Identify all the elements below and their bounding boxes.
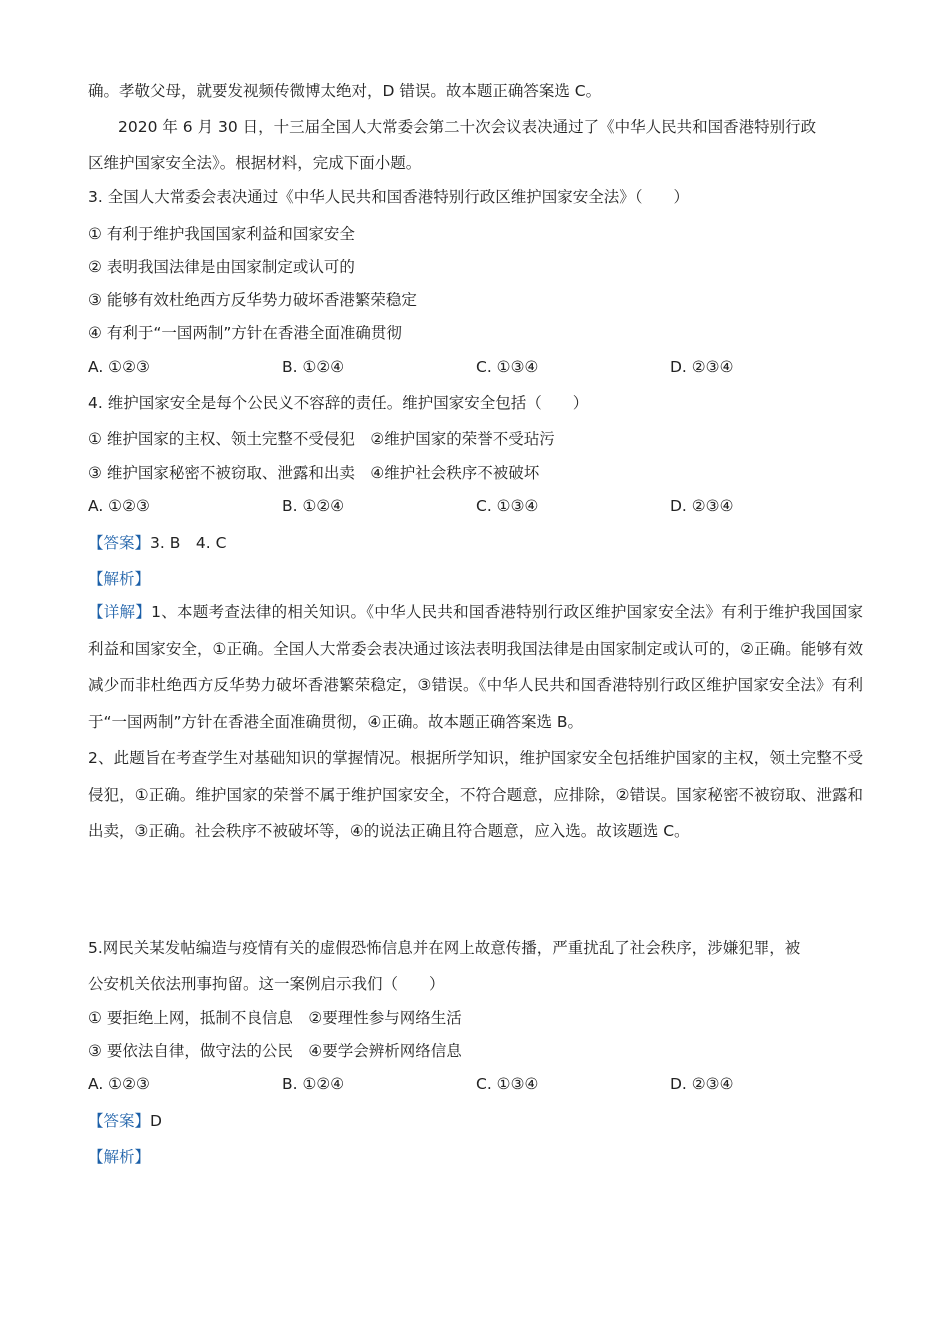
question-3-item: ① 有利于维护我国国家利益和国家安全 [88, 225, 355, 243]
question-5-option-b: B. ①②④ [282, 1075, 345, 1093]
detail-3-4-paragraph-2 [88, 740, 863, 850]
analysis-3-4 [88, 568, 150, 590]
analysis-tag: 【解析】 [88, 1148, 151, 1166]
question-5-option-c: C. ①③④ [476, 1075, 539, 1093]
question-4-option-c: C. ①③④ [476, 497, 539, 515]
question-4-stem: 4. 维护国家安全是每个公民义不容辞的责任。维护国家安全包括（ ） [88, 394, 589, 412]
detail-3-4-paragraph-1 [88, 594, 863, 740]
answer-3-4 [88, 532, 226, 554]
question-4-item: ① 维护国家的主权、领土完整不受侵犯 ②维护国家的荣誉不受玷污 [88, 430, 555, 448]
material-text-line-1: 2020 年 6 月 30 日，十三届全国人大常委会第二十次会议表决通过了《中华人民共和国香港特别行政 [118, 118, 817, 136]
question-4-option-d: D. ②③④ [670, 497, 734, 515]
question-3-option-a: A. ①②③ [88, 358, 150, 376]
answer-tag: 【答案】 [88, 534, 151, 552]
question-3-item: ② 表明我国法律是由国家制定或认可的 [88, 258, 355, 276]
question-4-option-a: A. ①②③ [88, 497, 150, 515]
question-5-item: ① 要拒绝上网，抵制不良信息 ②要理性参与网络生活 [88, 1009, 462, 1027]
question-5-option-d: D. ②③④ [670, 1075, 734, 1093]
material-text-line-2: 区维护国家安全法》。根据材料，完成下面小题。 [88, 154, 422, 172]
question-5-item: ③ 要依法自律，做守法的公民 ④要学会辨析网络信息 [88, 1042, 462, 1060]
question-5-stem-line-2: 公安机关依法刑事拘留。这一案例启示我们（ ） [88, 975, 445, 993]
analysis-5 [88, 1146, 150, 1168]
detail-text: 1、本题考查法律的相关知识。《中华人民共和国香港特别行政区维护国家安全法》有利于维护我国国家利益和国家安全，①正确。全国人大常委会表决通过该法表明我国法律是由国家制定或认可的，②正确。能够有效减少而非杜绝西方反华势力破坏香港繁荣稳定，③错误。《中华人民共和国香港特别行政区维护国家安全法》有利于“一国两制”方针在香港全面准确贯彻，④正确。故本题正确答案选 B。 [88, 603, 863, 731]
question-3-option-b: B. ①②④ [282, 358, 345, 376]
question-3-item: ③ 能够有效杜绝西方反华势力破坏香港繁荣稳定 [88, 291, 417, 309]
detail-tag: 【详解】 [88, 603, 152, 621]
question-4-option-b: B. ①②④ [282, 497, 345, 515]
detail-text: 2、此题旨在考查学生对基础知识的掌握情况。根据所学知识，维护国家安全包括维护国家的主权，领土完整不受侵犯，①正确。维护国家的荣誉不属于维护国家安全，不符合题意，应排除，②错误。国家秘密不被窃取、泄露和出卖，③正确。社会秩序不被破坏等，④的说法正确且符合题意，应入选。故该题选 C。 [88, 749, 863, 840]
analysis-tag: 【解析】 [88, 570, 151, 588]
question-3-option-c: C. ①③④ [476, 358, 539, 376]
question-3-option-d: D. ②③④ [670, 358, 734, 376]
question-5-option-a: A. ①②③ [88, 1075, 150, 1093]
question-3-item: ④ 有利于“一国两制”方针在香港全面准确贯彻 [88, 324, 402, 342]
previous-answer-tail: 确。孝敬父母，就要发视频传微博太绝对，D 错误。故本题正确答案选 C。 [88, 82, 602, 100]
answer-value: D [150, 1112, 162, 1130]
question-4-item: ③ 维护国家秘密不被窃取、泄露和出卖 ④维护社会秩序不被破坏 [88, 464, 540, 482]
answer-5 [88, 1110, 162, 1132]
question-3-stem: 3. 全国人大常委会表决通过《中华人民共和国香港特别行政区维护国家安全法》（ ） [88, 188, 689, 206]
answer-tag: 【答案】 [88, 1112, 151, 1130]
answer-value: 3. B 4. C [150, 534, 227, 552]
question-5-stem-line-1: 5.网民关某发帖编造与疫情有关的虚假恐怖信息并在网上故意传播，严重扰乱了社会秩序，涉嫌犯罪，被 [88, 939, 801, 957]
